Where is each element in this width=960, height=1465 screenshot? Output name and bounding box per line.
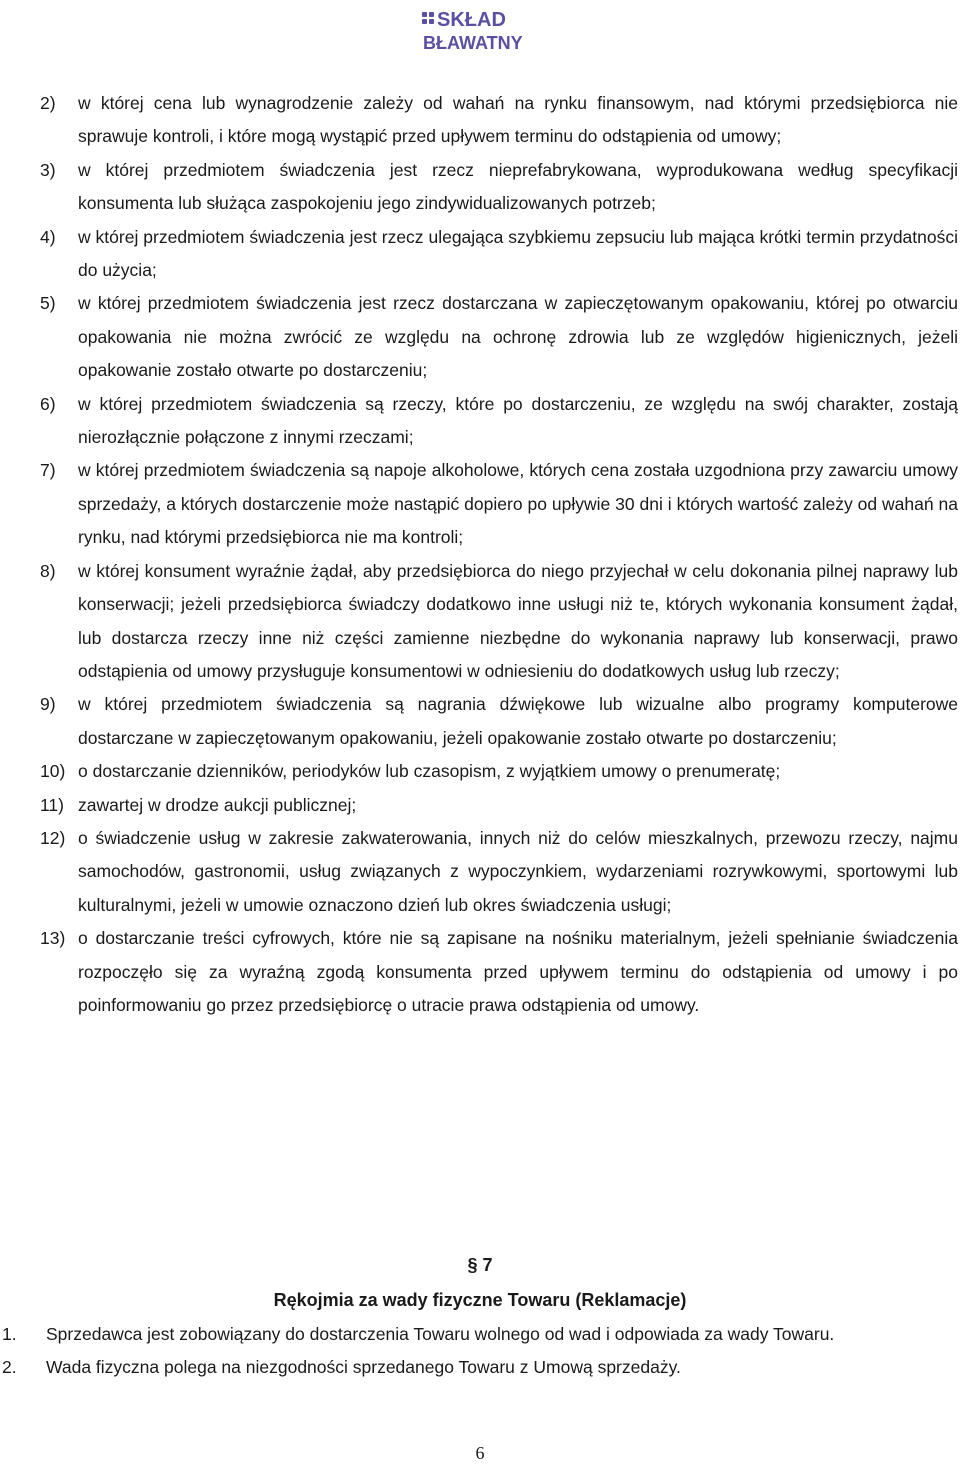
section-item (0, 1318, 960, 1351)
page-number: 6 (475, 1443, 485, 1463)
section-list (0, 1318, 960, 1385)
list-item-text: o dostarczanie treści cyfrowych, które nie są zapisane na nośniku materialnym, jeżeli spełnianie świadczenia rozpoczęło się za wyraźną zgodą konsumenta przed upływem terminu do odstąpienia od umowy i po poinformowaniu go przez przedsiębiorcę o utracie prawa odstąpienia od umowy. (78, 928, 958, 1015)
section-title: Rękojmia za wady fizyczne Towaru (Reklamacje) (273, 1290, 687, 1310)
logo (420, 4, 540, 54)
list-item-text: o dostarczanie dzienników, periodyków lub czasopism, z wyjątkiem umowy o prenumeratę; (78, 761, 781, 782)
list-item-number: 3) (40, 159, 56, 180)
section-item-number: 1. (2, 1324, 17, 1344)
section-item (0, 1351, 960, 1384)
list-item (0, 789, 960, 822)
list-item (0, 287, 960, 387)
logo-line1: SKŁAD (437, 9, 506, 31)
list-item (0, 87, 960, 154)
list-item (0, 822, 960, 922)
list-item-text: w której konsument wyraźnie żądał, aby przedsiębiorca do niego przyjechał w celu dokonania pilnej naprawy lub konserwacji; jeżeli przedsiębiorca świadczy dodatkowo inne usługi niż te, których wykonania konsument żądał, lub dostarcza rzeczy inne niż części zamienne niezbędne do wykonania naprawy lub konserwacji, prawo odstąpienia od umowy przysługuje konsumentowi w odniesieniu do dodatkowych usług lub rzeczy; (78, 560, 958, 681)
list-item (0, 154, 960, 221)
list-item (0, 922, 960, 1022)
list-item-number: 2) (40, 93, 56, 113)
list-item-number: 4) (40, 226, 56, 247)
list-item-text: w której przedmiotem świadczenia są rzeczy, które po dostarczeniu, ze względu na swój charakter, zostają nierozłącznie połączone z innymi rzeczami; (78, 393, 958, 448)
list-item-text: w której przedmiotem świadczenia są nagrania dźwiękowe lub wizualne albo programy komputerowe dostarczane w zapieczętowanym opakowaniu, jeżeli opakowanie zostało otwarte po dostarczeniu; (78, 694, 958, 748)
section-item-text: Sprzedawca jest zobowiązany do dostarczenia Towaru wolnego od wad i odpowiada za wady Towaru. (46, 1324, 835, 1344)
list-item-text: w której przedmiotem świadczenia jest rzecz dostarczana w zapieczętowanym opakowaniu, której po otwarciu opakowania nie można zwrócić ze względu na ochronę zdrowia lub ze względów higienicznych, jeżeli opakowanie zostało otwarte po dostarczeniu; (78, 293, 958, 381)
list-item (0, 388, 960, 455)
list-item (0, 755, 960, 788)
list-item-text: w której przedmiotem świadczenia jest rzecz nieprefabrykowana, wyprodukowana według specyfikacji konsumenta lub służąca zaspokojeniu jego zindywidualizowanych potrzeb; (78, 159, 958, 214)
list-item-number: 13) (40, 928, 66, 949)
list-item-number: 11) (40, 794, 64, 815)
list-item-text: o świadczenie usług w zakresie zakwaterowania, innych niż do celów mieszkalnych, przewozu rzeczy, najmu samochodów, gastronomii, usług związanych z wypoczynkiem, wydarzeniami rozrywkowymi, sportowymi lub kulturalnymi, jeżeli w umowie oznaczono dzień lub okres świadczenia usługi; (78, 827, 958, 915)
logo-line2: BŁAWATNY (423, 33, 523, 53)
list-item-number: 10) (40, 761, 66, 782)
section-item-number: 2. (2, 1357, 17, 1378)
list-item-text: w której przedmiotem świadczenia są napoje alkoholowe, których cena została uzgodniona przy zawarciu umowy sprzedaży, a których dostarczenie może nastąpić dopiero po upływie 30 dni i których wartość zależy od wahań na rynku, nad którymi przedsiębiorca nie ma kontroli; (78, 460, 958, 548)
list-item (0, 454, 960, 554)
list-item-number: 6) (40, 393, 56, 414)
section-item-text: Wada fizyczna polega na niezgodności sprzedanego Towaru z Umową sprzedaży. (46, 1357, 681, 1378)
list-item-text: zawartej w drodze aukcji publicznej; (78, 794, 357, 815)
section-number: § 7 (467, 1255, 493, 1275)
list-item (0, 221, 960, 288)
exclusions-list (0, 87, 960, 1022)
list-item (0, 555, 960, 689)
list-item-text: w której cena lub wynagrodzenie zależy od wahań na rynku finansowym, nad którymi przedsiębiorca nie sprawuje kontroli, i które mogą wystąpić przed upływem terminu do odstąpienia od umowy; (78, 93, 958, 147)
list-item-number: 9) (40, 694, 56, 715)
list-item (0, 688, 960, 755)
list-item-number: 8) (40, 560, 56, 581)
list-item-number: 5) (40, 293, 56, 314)
list-item-number: 7) (40, 460, 56, 481)
list-item-text: w której przedmiotem świadczenia jest rzecz ulegająca szybkiemu zepsuciu lub mająca krótki termin przydatności do użycia; (78, 226, 958, 281)
list-item-number: 12) (40, 827, 66, 848)
